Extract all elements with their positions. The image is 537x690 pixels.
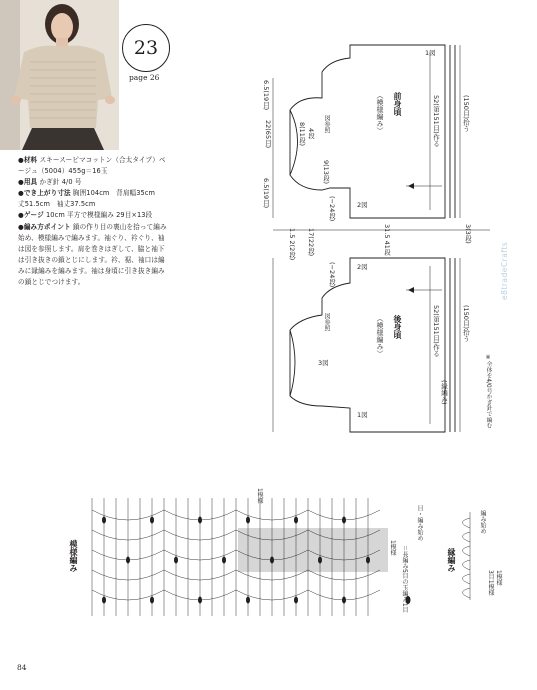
front-neck-rows: (11段) bbox=[298, 126, 306, 146]
pattern-number: 23 bbox=[133, 37, 159, 59]
chart-title: 模様編み bbox=[69, 540, 78, 572]
front-title: 前身頃 bbox=[393, 92, 402, 116]
fig2-back: 2図 bbox=[357, 263, 368, 271]
border-chart-start: 編み始め bbox=[479, 510, 486, 534]
ease-cm: 3 bbox=[464, 224, 472, 229]
width-back-150: (150目)拾う bbox=[462, 305, 470, 342]
materials-label: ●材料 bbox=[18, 156, 38, 164]
chart-legend-start: 目・編み始め bbox=[416, 505, 423, 541]
hem-1-5: 1.5 bbox=[288, 228, 296, 239]
chart-repeat-label: 1模様 bbox=[256, 488, 263, 504]
side-rows-front: (−24段) bbox=[328, 196, 336, 222]
shoulder-cm-2: 6.5 bbox=[262, 178, 270, 189]
ease-rows: (3段) bbox=[464, 228, 472, 244]
fig3-back: 3図 bbox=[318, 359, 329, 367]
front-subtitle: （模様編み） bbox=[376, 92, 384, 134]
page-number: 84 bbox=[17, 663, 27, 672]
border-chart bbox=[463, 512, 471, 600]
shoulder-cm: 6.5 bbox=[262, 80, 270, 91]
neck-width-front: 22(65目) bbox=[264, 120, 272, 149]
fig2-front: 2図 bbox=[357, 201, 368, 209]
width-front-150: (150目)拾う bbox=[462, 95, 470, 132]
front-neck-cm: 8 bbox=[298, 122, 306, 127]
side-rows-back: (−24段) bbox=[328, 262, 336, 288]
materials-text: スキースーピマコットン（合太タイプ）ベージュ（5004）455g＝16玉 bbox=[18, 156, 166, 176]
points-text: 鎖の作り目の裏山を拾って編み始め、模様編みで編みます。袖ぐり、衿ぐり、袖は図を参照します。肩を巻きはぎして、脇と袖下は引き抜きの鎖とじにします。衿、裾、袖口は編みに縁編みを編みます。袖は身頃に引き抜き編みの鎖とじでつけます。 bbox=[18, 222, 167, 287]
front-4-rows: 4段 bbox=[307, 128, 315, 139]
gauge-label: ●ゲージ bbox=[18, 211, 44, 220]
watermark: e8tradeCrafts bbox=[500, 241, 509, 300]
size-label: ●でき上がり寸法 bbox=[18, 189, 71, 198]
tools-label: ●用具 bbox=[18, 178, 38, 187]
back-neck-ref: 図参照 bbox=[323, 313, 330, 331]
page-reference: page 26 bbox=[129, 73, 160, 82]
crochet-note: ※全体を4/0号かぎ針で編む bbox=[485, 355, 491, 429]
fig1-back: 1図 bbox=[357, 411, 368, 419]
hem-2: 2 bbox=[288, 240, 296, 245]
tools-text: かぎ針 4/0 号 bbox=[39, 178, 82, 187]
armhole-rows: (13段) bbox=[322, 164, 330, 184]
body-length-cm: 17 bbox=[307, 228, 315, 237]
total-length-rows: 41段 bbox=[383, 240, 391, 256]
back-subtitle: （模様編み） bbox=[376, 315, 384, 357]
shoulder-rows: (19目) bbox=[262, 90, 270, 111]
border-chart-repeat: 3目1模様 bbox=[487, 570, 494, 596]
fig1-front: 1図 bbox=[425, 49, 436, 57]
front-neck-ref: 図参照 bbox=[323, 115, 330, 133]
border-chart-title: 縁編み bbox=[447, 548, 456, 572]
repeat-highlight bbox=[238, 528, 388, 572]
chart-row-start: 1模様 bbox=[389, 540, 396, 556]
body-length-rows: (22段) bbox=[307, 236, 315, 257]
size-text: 胸囲104cm 背肩幅35cm 丈51.5cm 袖丈37.5cm bbox=[18, 189, 162, 209]
shoulder-rows-2: (19目) bbox=[262, 188, 270, 209]
hem-rows: (2段) bbox=[288, 244, 296, 261]
edge-band-label: (縁編み) bbox=[440, 380, 448, 405]
chart-legend-bobble: ＝長編み5目の玉編み1目 bbox=[401, 545, 408, 613]
border-chart-row: 1模様 bbox=[495, 570, 502, 586]
armhole-cm: 9 bbox=[322, 160, 330, 165]
gauge-text: 10cm 平方で模様編み 29目×13段 bbox=[46, 211, 153, 220]
back-title: 後身頃 bbox=[393, 315, 402, 339]
total-length-cm: 31.5 bbox=[383, 224, 391, 239]
width-back-52: 52(第151目)作る bbox=[432, 305, 440, 357]
width-front-52: 52(第151目)作る bbox=[432, 95, 440, 147]
points-label: ●編み方ポイント bbox=[18, 222, 71, 231]
